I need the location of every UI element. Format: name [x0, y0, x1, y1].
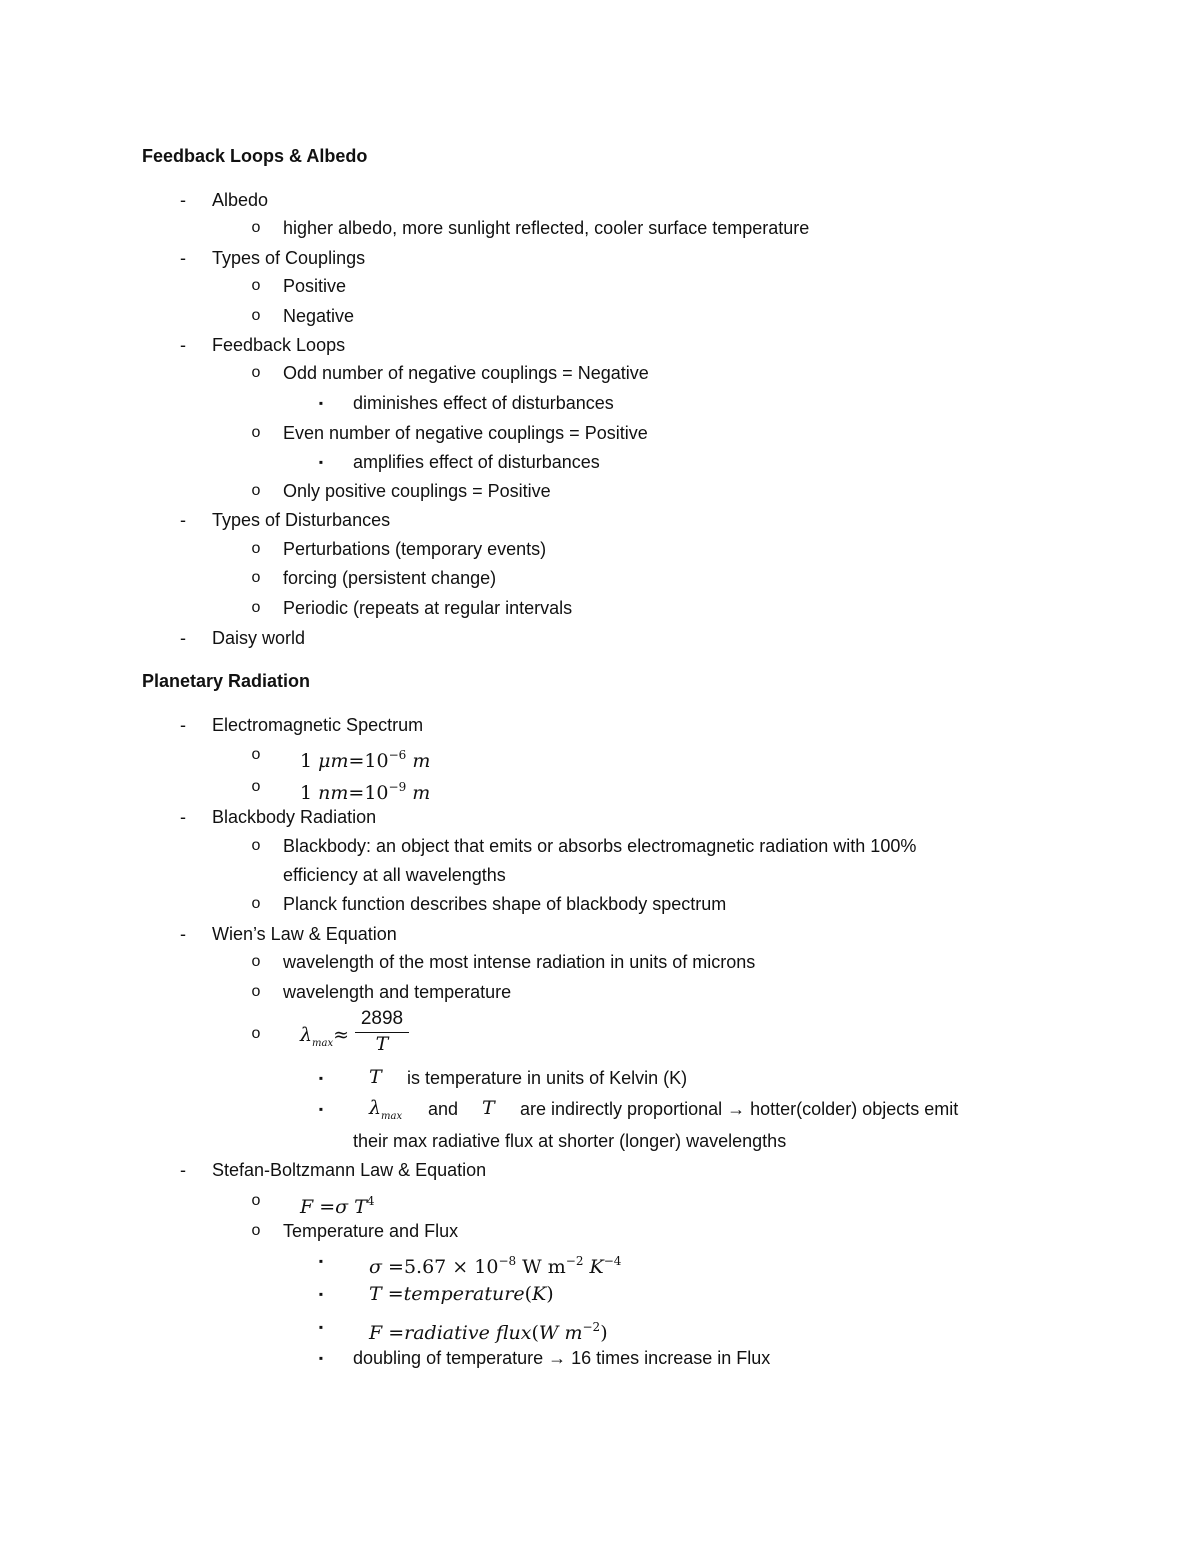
- heading-planetary-radiation: Planetary Radiation: [142, 671, 311, 691]
- dash-bullet: -: [180, 924, 186, 944]
- circle-bullet: o: [251, 482, 261, 499]
- dash-bullet: -: [180, 190, 186, 210]
- circle-bullet: o: [251, 837, 261, 854]
- circle-bullet: o: [251, 953, 261, 970]
- square-bullet: ▪: [318, 1254, 324, 1268]
- dash-bullet: -: [180, 510, 186, 530]
- nanometer-equation: 1 $nm=10^{-9}$ m: [300, 780, 431, 804]
- circle-bullet: o: [251, 219, 261, 236]
- circle-bullet: o: [251, 424, 261, 441]
- square-bullet: ▪: [318, 1071, 324, 1085]
- square-bullet: ▪: [318, 1102, 324, 1116]
- square-bullet: ▪: [318, 455, 324, 469]
- circle-bullet: o: [251, 1192, 261, 1209]
- stefan-boltzmann-equation: F =σ $T^4$: [300, 1194, 375, 1218]
- micron-equation: 1 $\mu m=10^{-6}$ m: [300, 748, 431, 772]
- circle-bullet: o: [251, 599, 261, 616]
- circle-bullet: o: [251, 307, 261, 324]
- square-bullet: ▪: [318, 1351, 324, 1365]
- sigma-definition: $\sigma =5.67 \times 10^{-8}$ W $m^{-2}$ $K^{-4}$: [369, 1254, 622, 1278]
- arrow-right-icon: →: [727, 1099, 746, 1119]
- document-page: Feedback Loops & Albedo - Albedo o higher albedo, more sunlight reflected, cooler surface temperature - Types of Couplings o Positive o Negative - Feedback Loops o Odd number of negative couplings = Negative ▪ diminishes effect of disturbances o Even number of negative couplings = Positive ▪ amplifies effect of disturbances o Only positive couplings = Positive - Types of Disturbances o Perturbations (temporary events) o forcing (persistent change) o Periodic (repeats at regular intervals - Daisy world Planetary Radiation - Electromagnetic Spectrum o 1 $\mu m=10^{-6}$ m o 1 $nm=10^{-9}$ m - Blackbody Radiation o Blackbody: an object that emits or absorbs electromagnetic radiation with 100% efficiency at all wavelengths o Planck function describes shape of blackbody spectrum - Wien’s Law & Equation o wavelength of the most intense radiation in units of microns o wavelength and temperature o $\lambda_{max}\approx$ $\frac{2898}{T}$ ▪ T is temperature in units of Kelvin (K) ▪ $\lambda_{max}$ and T are indirectly proportional → hotter(colder) objects emit their max radiative flux at shorter (longer) wavelengths - Stefan-Boltzmann Law & Equation o F =σ $T^4$ o Temperature and Flux ▪ $\sigma =5.67 \times 10^{-8}$ W $m^{-2}$ $K^{-4}$ ▪ T =temperature(K) ▪ F =radiative flux(W $m^{-2}$) ▪ doubling of temperature → 16 times increase in Flux: [142, 146, 959, 1368]
- circle-bullet: o: [251, 540, 261, 557]
- square-bullet: ▪: [318, 1287, 324, 1301]
- circle-bullet: o: [251, 778, 261, 795]
- circle-bullet: o: [251, 1222, 261, 1239]
- square-bullet: ▪: [318, 1320, 324, 1334]
- arrow-right-icon: →: [548, 1348, 567, 1368]
- circle-bullet: o: [251, 746, 261, 763]
- circle-bullet: o: [251, 983, 261, 1000]
- dash-bullet: -: [180, 1160, 186, 1180]
- dash-bullet: -: [180, 335, 186, 355]
- circle-bullet: o: [251, 569, 261, 586]
- circle-bullet: o: [251, 895, 261, 912]
- temperature-definition: T =temperature(K): [369, 1283, 554, 1305]
- wien-fraction: $\frac{2898}{T}$: [355, 1008, 409, 1055]
- flux-definition: F =radiative flux(W $m^{-2}$): [369, 1320, 608, 1344]
- wien-equation-lhs: $\lambda_{max}\approx$: [300, 1024, 350, 1049]
- circle-bullet: o: [251, 364, 261, 381]
- heading-feedback-loops: Feedback Loops & Albedo: [142, 146, 368, 166]
- dash-bullet: -: [180, 807, 186, 827]
- dash-bullet: -: [180, 628, 186, 648]
- circle-bullet: o: [251, 277, 261, 294]
- dash-bullet: -: [180, 715, 186, 735]
- circle-bullet: o: [251, 1025, 261, 1042]
- dash-bullet: -: [180, 248, 186, 268]
- square-bullet: ▪: [318, 396, 324, 410]
